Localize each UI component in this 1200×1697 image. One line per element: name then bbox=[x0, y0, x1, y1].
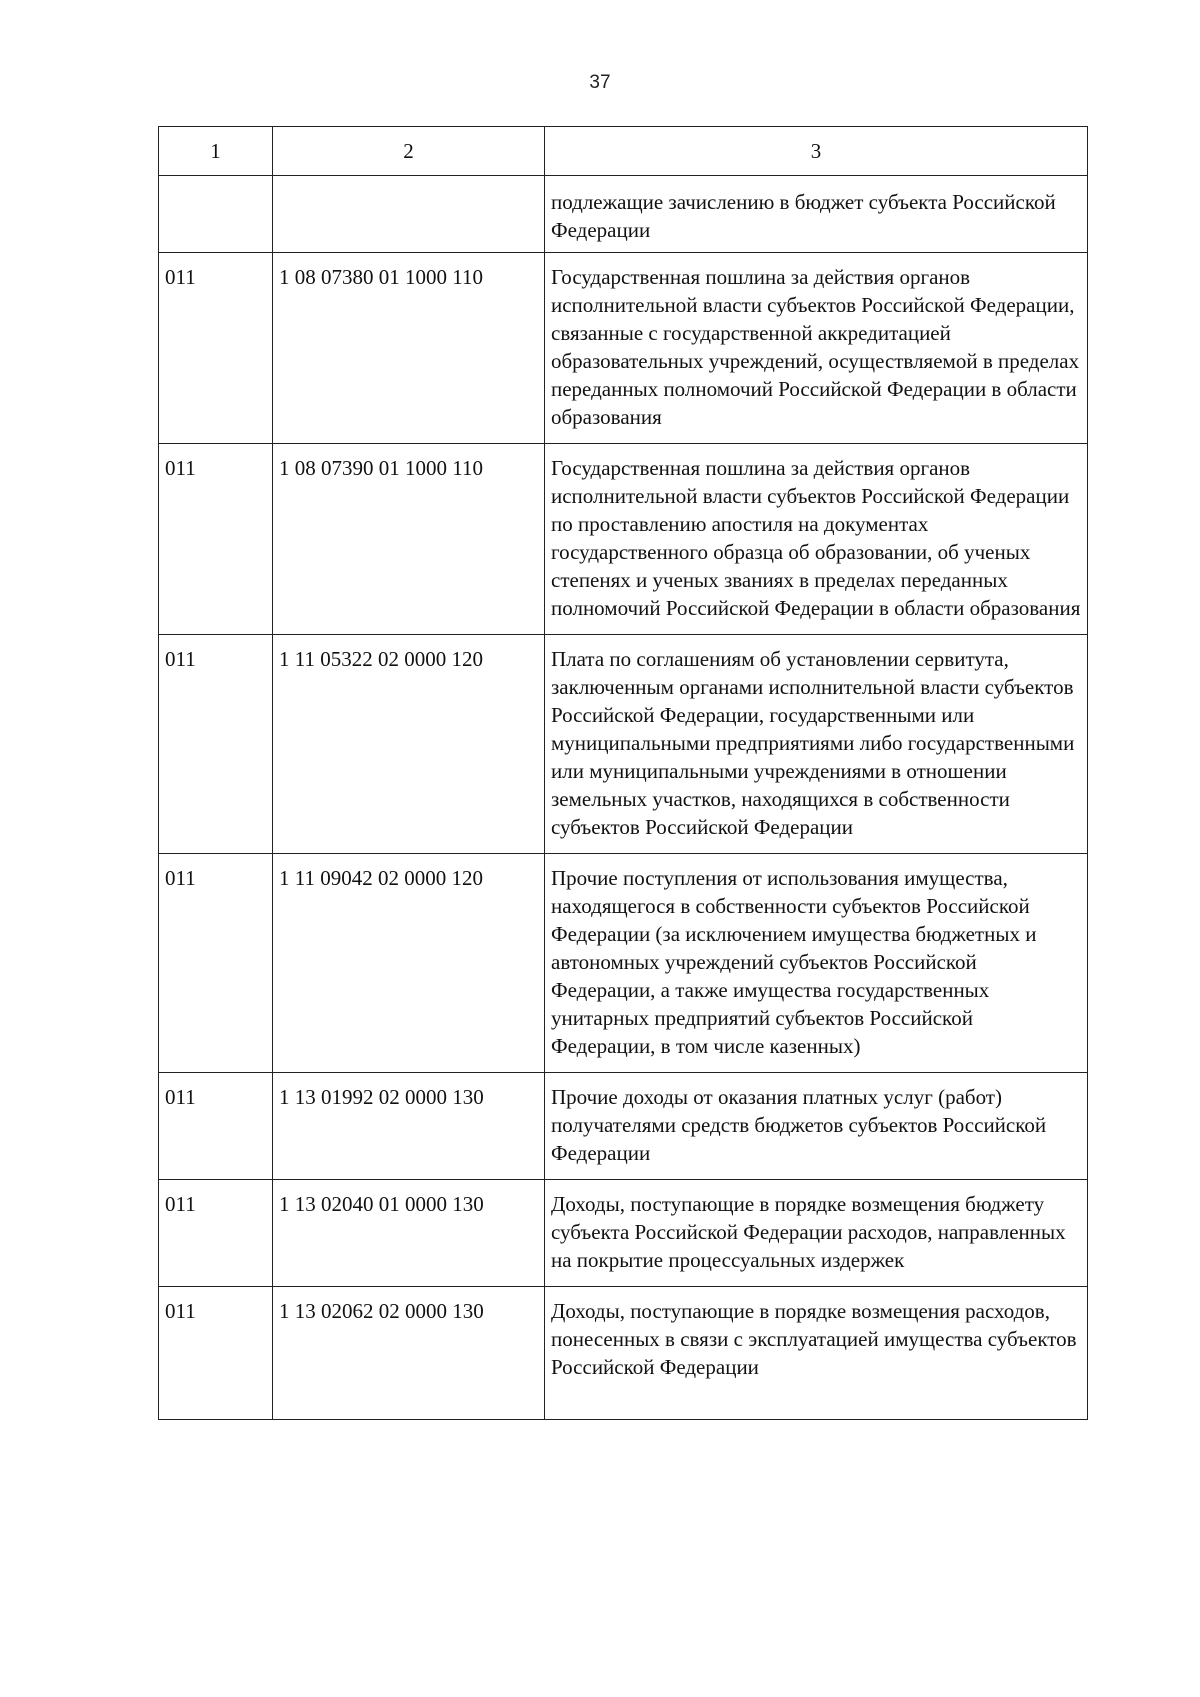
table-row bbox=[159, 1287, 1088, 1420]
description-cell: подлежащие зачислению в бюджет субъекта Российской Федерации bbox=[545, 176, 1088, 253]
income-code-cell: 1 11 09042 02 0000 120 bbox=[273, 854, 545, 1073]
description-cell: Государственная пошлина за действия органов исполнительной власти субъектов Российской Федерации по проставлению апостиля на документах государственного образца об образовании, об ученых степенях и ученых званиях в пределах переданных полномочий Российской Федерации в области образования bbox=[545, 444, 1088, 635]
description-cell: Плата по соглашениям об установлении сервитута, заключенным органами исполнительной власти субъектов Российской Федерации, государственными или муниципальными предприятиями либо государственными или муниципальными учреждениями в отношении земельных участков, находящихся в собственности субъектов Российской Федерации bbox=[545, 635, 1088, 854]
table-body bbox=[159, 176, 1088, 1420]
description-cell: Доходы, поступающие в порядке возмещения расходов, понесенных в связи с эксплуатацией имущества субъектов Российской Федерации bbox=[545, 1287, 1088, 1420]
column-header-1: 1 bbox=[159, 127, 273, 176]
admin-code-cell: 011 bbox=[159, 1180, 273, 1287]
table-row bbox=[159, 253, 1088, 444]
income-code-cell bbox=[273, 176, 545, 253]
table-row-continuation bbox=[159, 176, 1088, 253]
income-code-cell: 1 11 05322 02 0000 120 bbox=[273, 635, 545, 854]
income-code-cell: 1 13 01992 02 0000 130 bbox=[273, 1073, 545, 1180]
income-code-cell: 1 13 02040 01 0000 130 bbox=[273, 1180, 545, 1287]
admin-code-cell: 011 bbox=[159, 635, 273, 854]
description-cell: Государственная пошлина за действия органов исполнительной власти субъектов Российской Федерации, связанные с государственной аккредитацией образовательных учреждений, осуществляемой в пределах переданных полномочий Российской Федерации в области образования bbox=[545, 253, 1088, 444]
table-row bbox=[159, 854, 1088, 1073]
admin-code-cell bbox=[159, 176, 273, 253]
income-code-cell: 1 08 07390 01 1000 110 bbox=[273, 444, 545, 635]
table-row bbox=[159, 1180, 1088, 1287]
description-cell: Прочие поступления от использования имущества, находящегося в собственности субъектов Российской Федерации (за исключением имущества бюджетных и автономных учреждений субъектов Российской Федерации, а также имущества государственных унитарных предприятий субъектов Российской Федерации, в том числе казенных) bbox=[545, 854, 1088, 1073]
admin-code-cell: 011 bbox=[159, 1073, 273, 1180]
table-header bbox=[159, 127, 1088, 176]
table-row bbox=[159, 635, 1088, 854]
admin-code-cell: 011 bbox=[159, 444, 273, 635]
description-cell: Прочие доходы от оказания платных услуг (работ) получателями средств бюджетов субъектов Российской Федерации bbox=[545, 1073, 1088, 1180]
column-header-2: 2 bbox=[273, 127, 545, 176]
admin-code-cell: 011 bbox=[159, 1287, 273, 1420]
description-cell: Доходы, поступающие в порядке возмещения бюджету субъекта Российской Федерации расходов, направленных на покрытие процессуальных издержек bbox=[545, 1180, 1088, 1287]
table-row bbox=[159, 444, 1088, 635]
budget-classification-table bbox=[158, 126, 1088, 1420]
admin-code-cell: 011 bbox=[159, 854, 273, 1073]
income-code-cell: 1 08 07380 01 1000 110 bbox=[273, 253, 545, 444]
page-number: 37 bbox=[589, 72, 611, 93]
header-row bbox=[159, 127, 1088, 176]
column-header-3: 3 bbox=[545, 127, 1088, 176]
table-row bbox=[159, 1073, 1088, 1180]
admin-code-cell: 011 bbox=[159, 253, 273, 444]
income-code-cell: 1 13 02062 02 0000 130 bbox=[273, 1287, 545, 1420]
